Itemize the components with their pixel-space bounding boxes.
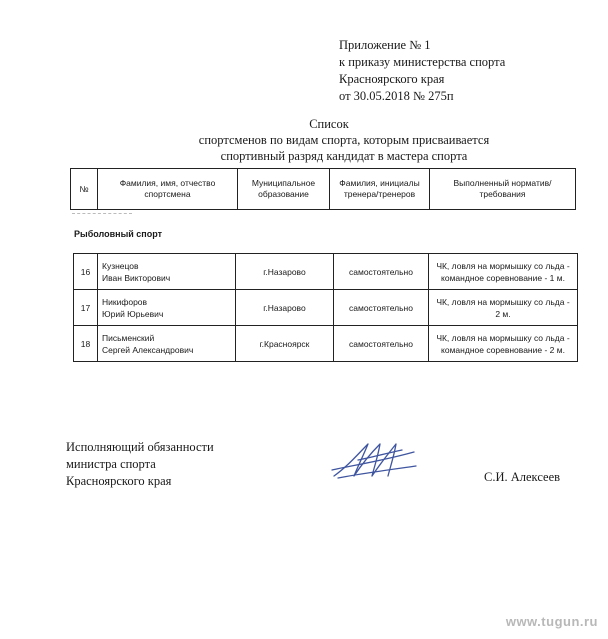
header-name: Фамилия, имя, отчество спортсмена [98,169,238,210]
row-coach: самостоятельно [334,326,429,362]
signature-image [328,436,420,484]
signer-line-1: Исполняющий обязанности [66,440,214,454]
title-line-2: спортсменов по видам спорта, которым присваивается [198,133,490,147]
signer-line-3: Красноярского края [66,474,172,488]
header-coaches: Фамилия, инициалы тренера/тренеров [330,169,430,210]
appendix-order-ref: к приказу министерства спорта [339,55,506,69]
appendix-date: от 30.05.2018 № 275п [339,89,454,103]
title-line-1: Список [309,117,349,131]
row-surname: Письменский [102,332,155,343]
row-given-name: Юрий Юрьевич [102,308,164,319]
athletes-table [73,253,578,362]
header-requirement: Выполненный норматив/требования [430,169,576,210]
row-num: 18 [74,326,98,362]
row-surname: Никифоров [102,296,148,307]
row-requirement: ЧК, ловля на мормышку со льда - 2 м. [429,290,578,326]
section-title: Рыболовный спорт [74,229,163,239]
divider [72,213,132,215]
row-municipality: г.Назарово [236,254,334,290]
row-coach: самостоятельно [334,290,429,326]
row-municipality: г.Назарово [236,290,334,326]
signer-line-2: министра спорта [66,457,156,471]
document-title [0,116,608,164]
title-line-3: спортивный разряд кандидат в мастера спорта [220,149,468,163]
table-row [74,290,578,326]
row-coach: самостоятельно [334,254,429,290]
row-given-name: Сергей Александрович [102,344,194,355]
row-municipality: г.Красноярск [236,326,334,362]
signer-name: С.И. Алексеев [484,470,561,484]
appendix-region: Красноярского края [339,72,445,86]
appendix-number: Приложение № 1 [339,38,431,52]
header-row [71,169,576,210]
row-athlete [98,290,236,326]
table-row [74,326,578,362]
row-num: 16 [74,254,98,290]
row-athlete [98,254,236,290]
watermark: www.tugun.ru [505,614,598,629]
table-row [74,254,578,290]
row-given-name: Иван Викторович [102,272,171,283]
row-num: 17 [74,290,98,326]
row-surname: Кузнецов [102,260,139,271]
row-athlete [98,326,236,362]
appendix-header [339,37,505,105]
signer-title [66,439,214,490]
header-num: № [71,169,98,210]
row-requirement: ЧК, ловля на мормышку со льда - командное соревнование - 2 м. [429,326,578,362]
table-header [70,168,576,210]
header-municipality: Муниципальное образование [238,169,330,210]
row-requirement: ЧК, ловля на мормышку со льда - командное соревнование - 1 м. [429,254,578,290]
